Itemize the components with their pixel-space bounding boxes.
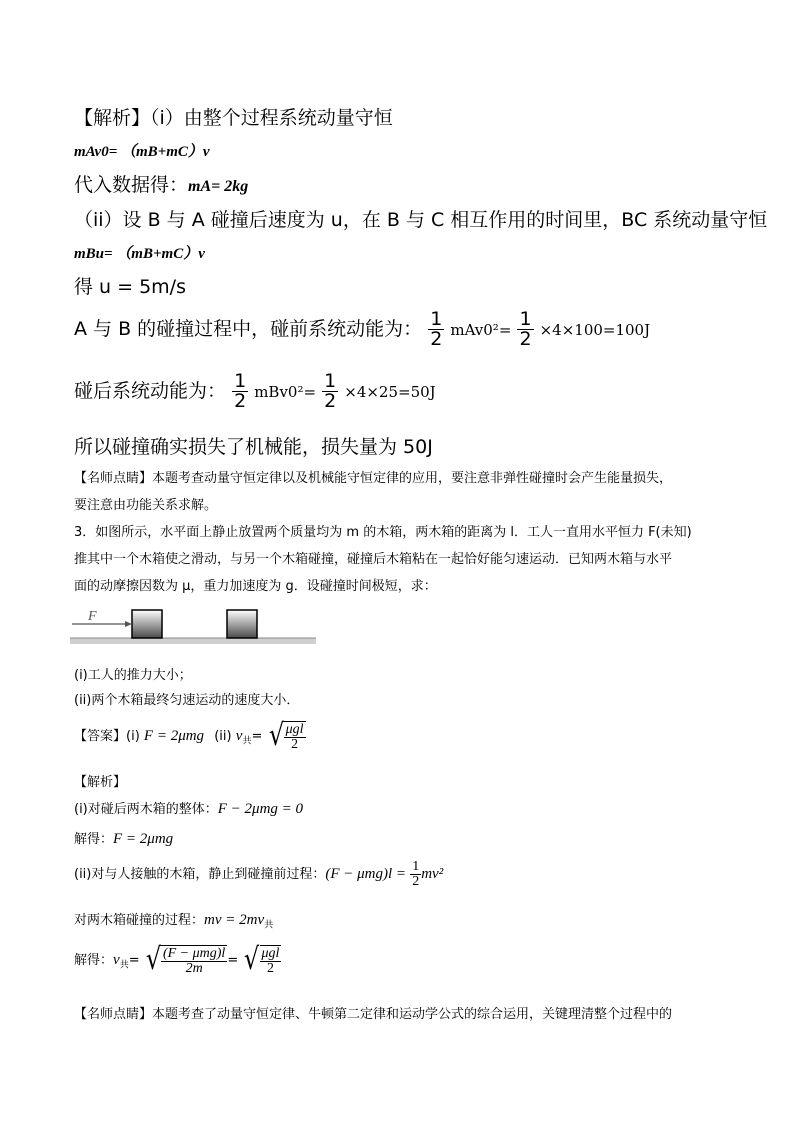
fraction-denominator: 2 bbox=[519, 328, 532, 350]
analysis-a1 bbox=[74, 798, 303, 818]
answer-i-math: F = 2μmg bbox=[143, 728, 205, 744]
answer-sqrt bbox=[267, 718, 306, 753]
q3-sub2: (ii)两个木箱最终匀速运动的速度大小． bbox=[74, 693, 300, 708]
analysis-a4-text: 对两木箱碰撞的过程： bbox=[74, 913, 205, 928]
fraction-denominator: 2 bbox=[260, 961, 282, 976]
analysis-a5-eq1: = bbox=[128, 953, 140, 968]
velocity-result: 得 u = 5m/s bbox=[74, 276, 186, 298]
kinetic-expression: mAv0²= bbox=[450, 321, 512, 339]
tip1-line2: 要注意由功能关系求解。 bbox=[74, 498, 218, 513]
kinetic-after-line bbox=[74, 372, 436, 411]
kinetic-after-label: 碰后系统动能为： bbox=[74, 380, 227, 402]
momentum-equation-1: mAv0= （mB+mC）v bbox=[74, 144, 210, 160]
answer-line bbox=[74, 718, 306, 753]
energy-loss-conclusion: 所以碰撞确实损失了机械能，损失量为 50J bbox=[74, 436, 433, 458]
analysis-a3-text: (ii)对与人接触的木箱，静止到碰撞前过程： bbox=[74, 867, 326, 882]
half-fraction-4 bbox=[322, 372, 338, 411]
part-ii-statement: （ii）设 B 与 A 碰撞后速度为 u，在 B 与 C 相互作用的时间里，BC 系统动量守恒 bbox=[74, 209, 768, 231]
analysis-a3-fraction bbox=[410, 860, 421, 889]
analysis-a5-sub: 共 bbox=[119, 960, 129, 971]
fraction-numerator: 1 bbox=[430, 308, 443, 330]
ground-surface bbox=[70, 638, 316, 644]
analysis-a1-text: (i)对碰后两木箱的整体： bbox=[74, 802, 218, 817]
answer-sqrt-fraction bbox=[284, 723, 306, 752]
analysis-a5-sqrt1 bbox=[144, 942, 227, 977]
fraction-numerator: 1 bbox=[324, 370, 337, 392]
analysis-a4-math: mv = 2mv bbox=[204, 912, 265, 928]
fraction-denominator: 2m bbox=[161, 961, 227, 976]
q3-sub1: (i)工人的推力大小； bbox=[74, 668, 192, 683]
analysis-a3 bbox=[74, 860, 443, 889]
radical-sign: √ bbox=[145, 942, 162, 977]
analysis-a5-eq2: = bbox=[227, 953, 239, 968]
momentum-equation-2: mBu= （mB+mC）v bbox=[74, 246, 205, 262]
analysis-a2-math: F = 2μmg bbox=[113, 831, 174, 847]
analysis-a5-sqrt2 bbox=[242, 942, 281, 977]
analysis-a5-text: 解得： bbox=[74, 953, 114, 968]
analysis-a3-tail: mv² bbox=[421, 866, 444, 882]
force-label: F bbox=[88, 609, 97, 624]
answer-ii-sub: 共 bbox=[242, 736, 252, 747]
analysis-a5-fraction1 bbox=[161, 947, 227, 976]
fraction-numerator: μgl bbox=[285, 722, 304, 737]
fraction-numerator: 1 bbox=[234, 370, 247, 392]
analysis-a2 bbox=[74, 828, 173, 848]
kinetic-before-label: A 与 B 的碰撞过程中，碰前系统动能为： bbox=[74, 318, 423, 340]
fraction-numerator: (F − μmg)l bbox=[162, 946, 226, 961]
analysis-a4 bbox=[74, 909, 273, 931]
analysis-a3-math: (F − μmg)l = bbox=[325, 866, 407, 882]
half-fraction-2 bbox=[517, 310, 533, 349]
analysis-a4-sub: 共 bbox=[264, 920, 274, 931]
tip2-line1: 【名师点睛】本题考查了动量守恒定律、牛顿第二定律和运动学公式的综合运用，关键理清整个过程中的 bbox=[74, 1007, 673, 1022]
radical-sign: √ bbox=[244, 942, 260, 977]
answer-ii-label: (ii) bbox=[214, 729, 236, 744]
answer-ii-eq: = bbox=[251, 729, 263, 744]
analysis-a1-math: F − 2μmg = 0 bbox=[217, 801, 304, 817]
fraction-numerator: 1 bbox=[412, 859, 420, 874]
answer-ii-v: v bbox=[235, 728, 243, 744]
fraction-denominator: 2 bbox=[430, 328, 443, 350]
substitution-label: 代入数据得： bbox=[74, 174, 189, 196]
analysis-a5-v: v bbox=[113, 952, 120, 968]
analysis-a5-fraction2 bbox=[260, 947, 282, 976]
half-fraction bbox=[428, 310, 444, 349]
half-fraction-3 bbox=[232, 372, 248, 411]
force-arrowhead bbox=[125, 621, 132, 627]
q3-line1: 3．如图所示，水平面上静止放置两个质量均为 m 的木箱，两木箱的距离为 l．工人一直用水平恒力 F(未知) bbox=[74, 525, 692, 540]
answer-label: 【答案】 bbox=[74, 729, 127, 744]
kinetic-after-value: ×4×25=50J bbox=[344, 383, 436, 401]
q3-line2: 推其中一个木箱使之滑动，与另一个木箱碰撞，碰撞后木箱粘在一起恰好能匀速运动．已知两木箱与水平 bbox=[74, 552, 673, 567]
analysis-heading-1: 【解析】（i）由整个过程系统动量守恒 bbox=[74, 107, 393, 129]
q3-line3: 面的动摩擦因数为 μ，重力加速度为 g．设碰撞时间极短，求： bbox=[74, 579, 437, 594]
kinetic-after-expression: mBv0²= bbox=[254, 383, 317, 401]
mass-result: mA= 2kg bbox=[188, 178, 249, 195]
analysis-a2-text: 解得： bbox=[74, 832, 114, 847]
radical-sign: √ bbox=[268, 718, 284, 753]
substitution-line bbox=[74, 170, 248, 197]
analysis-a5 bbox=[74, 942, 281, 977]
fraction-denominator: 2 bbox=[412, 874, 420, 889]
box-left bbox=[132, 610, 162, 638]
fraction-denominator: 2 bbox=[284, 737, 306, 752]
kinetic-before-line bbox=[74, 310, 650, 349]
box-right bbox=[227, 610, 257, 638]
two-boxes-figure bbox=[70, 604, 318, 650]
fraction-denominator: 2 bbox=[234, 390, 247, 412]
tip1-line1: 【名师点睛】本题考查动量守恒定律以及机械能守恒定律的应用，要注意非弹性碰撞时会产生能量损失， bbox=[74, 471, 673, 486]
kinetic-value: ×4×100=100J bbox=[539, 321, 651, 339]
fraction-denominator: 2 bbox=[324, 390, 337, 412]
fraction-numerator: μgl bbox=[261, 946, 280, 961]
analysis-label: 【解析】 bbox=[74, 775, 127, 790]
answer-i-label: (i) bbox=[126, 729, 144, 744]
fraction-numerator: 1 bbox=[519, 308, 532, 330]
